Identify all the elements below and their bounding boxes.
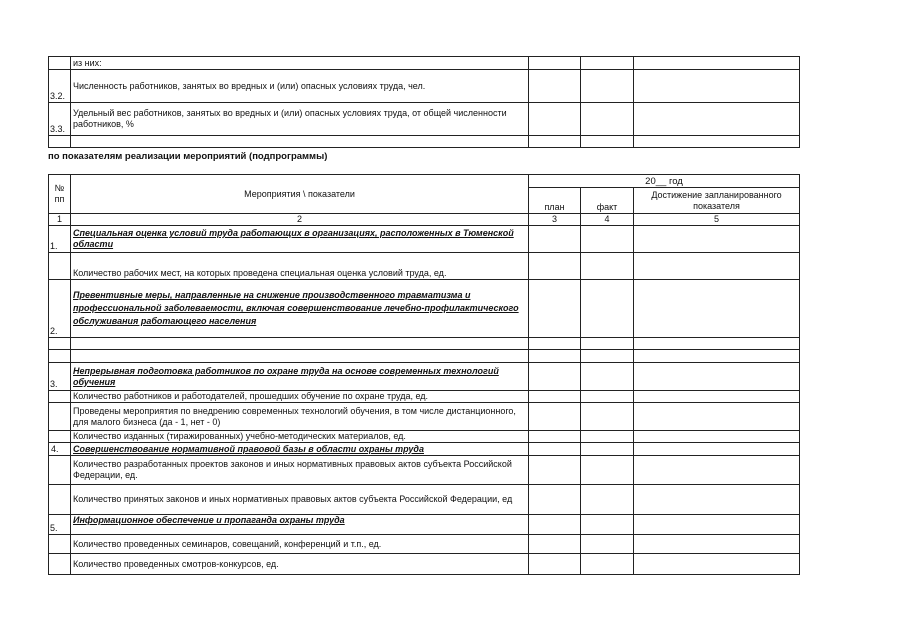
col-number: 1 (49, 214, 71, 226)
table-row (49, 443, 800, 456)
row-label: Непрерывная подготовка работников по охране труда на основе современных технологий обучения (71, 363, 529, 391)
section-title: по показателям реализации мероприятий (подпрограммы) (48, 151, 328, 162)
fact-header: факт (581, 188, 634, 214)
num-header: № пп (49, 175, 71, 214)
table-row (49, 554, 800, 575)
row-label: из них: (71, 57, 529, 70)
achievement-cell (634, 103, 800, 136)
row-number (49, 57, 71, 70)
row-label: Количество принятых законов и иных нормативных правовых актов субъекта Российской Федерации, ед (71, 485, 529, 515)
table-row (49, 456, 800, 485)
header-row (49, 175, 800, 188)
table-row (49, 253, 800, 280)
column-numbers-row (49, 214, 800, 226)
indicators-table-top (48, 56, 800, 148)
row-label: Удельный вес работников, занятых во вредных и (или) опасных условиях труда, от общей численности работников, % (71, 103, 529, 136)
table-row (49, 103, 800, 136)
table-row (49, 226, 800, 253)
fact-cell (581, 57, 634, 70)
row-number (49, 535, 71, 554)
plan-cell (529, 57, 581, 70)
row-label: Количество изданных (тиражированных) учебно-методических материалов, ед. (71, 431, 529, 443)
row-label: Проведены мероприятия по внедрению современных технологий обучения, в том числе дистанционного, для малого бизнеса (да - 1, нет - 0) (71, 403, 529, 431)
table-row (49, 350, 800, 363)
row-number (49, 554, 71, 575)
row-label: Количество проведенных смотров-конкурсов, ед. (71, 554, 529, 575)
achievement-header: Достижение запланированного показателя (634, 188, 800, 214)
row-label (71, 350, 529, 363)
row-number (49, 456, 71, 485)
row-number: 3.2. (49, 70, 71, 103)
row-label: Информационное обеспечение и пропаганда охраны труда (71, 515, 529, 535)
row-number (49, 431, 71, 443)
table-row (49, 136, 800, 148)
col-number: 5 (634, 214, 800, 226)
row-label: Численность работников, занятых во вредных и (или) опасных условиях труда, чел. (71, 70, 529, 103)
table-row (49, 485, 800, 515)
row-number: 2. (49, 280, 71, 338)
table-row (49, 57, 800, 70)
row-label: Количество разработанных проектов законов и иных нормативных правовых актов субъекта Российской Федерации, ед. (71, 456, 529, 485)
achievement-cell (634, 70, 800, 103)
row-label: Превентивные меры, направленные на снижение производственного травматизма и профессиональной заболеваемости, включая совершенствование лечебно-профилактического обслуживания работающего населения (71, 280, 529, 338)
row-number (49, 485, 71, 515)
table-row (49, 535, 800, 554)
table-row (49, 515, 800, 535)
events-header: Мероприятия \ показатели (71, 175, 529, 214)
row-number: 3. (49, 363, 71, 391)
plan-header: план (529, 188, 581, 214)
table-row (49, 280, 800, 338)
row-label: Совершенствование нормативной правовой базы в области охраны труда (71, 443, 529, 456)
row-number: 1. (49, 226, 71, 253)
table-row (49, 363, 800, 391)
row-number (49, 403, 71, 431)
col-number: 4 (581, 214, 634, 226)
row-label (71, 338, 529, 350)
table-row (49, 431, 800, 443)
row-number: 5. (49, 515, 71, 535)
table-row (49, 70, 800, 103)
col-number: 2 (71, 214, 529, 226)
row-number (49, 338, 71, 350)
row-label: Специальная оценка условий труда работающих в организациях, расположенных в Тюменской области (71, 226, 529, 253)
col-number: 3 (529, 214, 581, 226)
fact-cell (581, 70, 634, 103)
plan-cell (529, 70, 581, 103)
fact-cell (581, 103, 634, 136)
row-number (49, 350, 71, 363)
measures-table (48, 174, 800, 575)
row-label: Количество рабочих мест, на которых проведена специальная оценка условий труда, ед. (71, 253, 529, 280)
row-number (49, 391, 71, 403)
achievement-cell (634, 57, 800, 70)
row-label: Количество работников и работодателей, прошедших обучение по охране труда, ед. (71, 391, 529, 403)
table-row (49, 338, 800, 350)
table-row (49, 403, 800, 431)
table-row (49, 391, 800, 403)
row-number: 4. (49, 443, 71, 456)
row-label: Количество проведенных семинаров, совещаний, конференций и т.п., ед. (71, 535, 529, 554)
row-number: 3.3. (49, 103, 71, 136)
plan-cell (529, 103, 581, 136)
row-number (49, 253, 71, 280)
year-header: 20__ год (529, 175, 800, 188)
